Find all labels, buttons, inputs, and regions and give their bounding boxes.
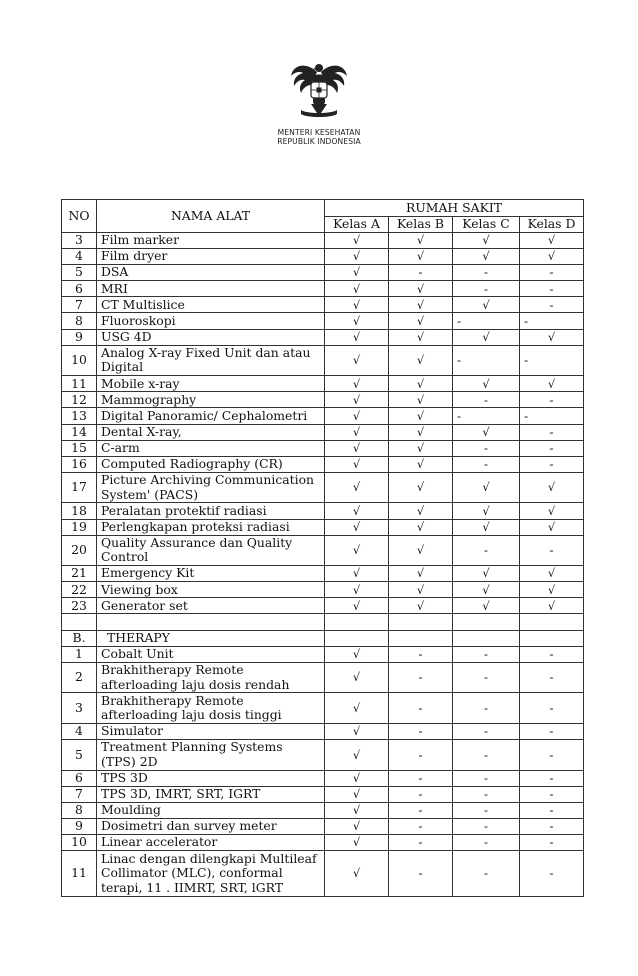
mark-kelas-c: - <box>453 818 520 834</box>
mark-kelas-c: - <box>453 646 520 662</box>
table-row <box>62 345 584 376</box>
mark-kelas-b: √ <box>389 535 453 566</box>
equipment-name: Brakhitherapy Remote afterloading laju dosis tinggi <box>97 693 325 724</box>
mark-kelas-b: √ <box>389 456 453 472</box>
mark-kelas-b: √ <box>389 233 453 249</box>
mark-kelas-b: √ <box>389 297 453 313</box>
mark-kelas-c <box>453 630 520 646</box>
row-number <box>62 614 97 630</box>
table-row <box>62 472 584 503</box>
mark-kelas-b: √ <box>389 472 453 503</box>
mark-kelas-c: - <box>453 265 520 281</box>
mark-kelas-c: - <box>453 693 520 724</box>
table-body <box>62 233 584 897</box>
row-number: 20 <box>62 535 97 566</box>
garuda-emblem-icon <box>287 58 351 122</box>
table-row <box>62 519 584 535</box>
table-row <box>62 851 584 897</box>
mark-kelas-a: √ <box>325 376 389 392</box>
mark-kelas-c: - <box>453 440 520 456</box>
row-number: 10 <box>62 345 97 376</box>
mark-kelas-b: - <box>389 802 453 818</box>
mark-kelas-d: √ <box>520 329 584 345</box>
mark-kelas-c: √ <box>453 329 520 345</box>
row-number: 16 <box>62 456 97 472</box>
mark-kelas-a: √ <box>325 345 389 376</box>
equipment-name: Linac dengan dilengkapi Multileaf Collimator (MLC), conformal terapi, 11 . IIMRT, SRT, lGRT <box>97 851 325 897</box>
mark-kelas-d: - <box>520 408 584 424</box>
equipment-name: Picture Archiving Communication System' (PACS) <box>97 472 325 503</box>
equipment-name: CT Multislice <box>97 297 325 313</box>
equipment-name: Digital Panoramic/ Cephalometri <box>97 408 325 424</box>
table-row <box>62 693 584 724</box>
header-no: NO <box>62 200 97 233</box>
table-row <box>62 770 584 786</box>
mark-kelas-c: √ <box>453 598 520 614</box>
header-rumah-sakit: RUMAH SAKIT <box>325 200 584 217</box>
mark-kelas-b: √ <box>389 329 453 345</box>
row-number: 21 <box>62 566 97 582</box>
mark-kelas-d: - <box>520 835 584 851</box>
row-number: 10 <box>62 835 97 851</box>
row-number: 12 <box>62 392 97 408</box>
mark-kelas-d: - <box>520 424 584 440</box>
row-number: 11 <box>62 851 97 897</box>
mark-kelas-a: √ <box>325 566 389 582</box>
mark-kelas-c: - <box>453 835 520 851</box>
table-row <box>62 329 584 345</box>
mark-kelas-d: - <box>520 265 584 281</box>
mark-kelas-b: √ <box>389 566 453 582</box>
equipment-name: TPS 3D <box>97 770 325 786</box>
mark-kelas-a <box>325 630 389 646</box>
mark-kelas-d: - <box>520 535 584 566</box>
mark-kelas-b: √ <box>389 440 453 456</box>
row-number: 4 <box>62 249 97 265</box>
table-row <box>62 566 584 582</box>
mark-kelas-c: - <box>453 786 520 802</box>
mark-kelas-b: - <box>389 723 453 739</box>
row-number: 5 <box>62 740 97 771</box>
mark-kelas-a: √ <box>325 740 389 771</box>
table-row <box>62 535 584 566</box>
mark-kelas-d: √ <box>520 503 584 519</box>
mark-kelas-a: √ <box>325 233 389 249</box>
mark-kelas-a: √ <box>325 535 389 566</box>
mark-kelas-c: - <box>453 802 520 818</box>
table-row <box>62 249 584 265</box>
row-number: 14 <box>62 424 97 440</box>
mark-kelas-c: - <box>453 740 520 771</box>
row-number: 3 <box>62 233 97 249</box>
equipment-table <box>61 199 584 897</box>
table-row <box>62 582 584 598</box>
table-row <box>62 313 584 329</box>
ministry-line-2: REPUBLIK INDONESIA <box>277 137 361 146</box>
mark-kelas-c: - <box>453 345 520 376</box>
mark-kelas-c: - <box>453 723 520 739</box>
table-row <box>62 835 584 851</box>
mark-kelas-d <box>520 614 584 630</box>
equipment-name: Perlengkapan proteksi radiasi <box>97 519 325 535</box>
header-nama-alat: NAMA ALAT <box>97 200 325 233</box>
equipment-name: Cobalt Unit <box>97 646 325 662</box>
mark-kelas-d: √ <box>520 519 584 535</box>
mark-kelas-d: - <box>520 297 584 313</box>
row-number: 15 <box>62 440 97 456</box>
table-row <box>62 662 584 693</box>
mark-kelas-b: √ <box>389 424 453 440</box>
mark-kelas-a: √ <box>325 598 389 614</box>
equipment-name: Brakhitherapy Remote afterloading laju dosis rendah <box>97 662 325 693</box>
mark-kelas-d: - <box>520 313 584 329</box>
mark-kelas-a: √ <box>325 835 389 851</box>
table-row <box>62 598 584 614</box>
row-number: 7 <box>62 786 97 802</box>
mark-kelas-d: - <box>520 693 584 724</box>
equipment-name: Simulator <box>97 723 325 739</box>
mark-kelas-d: - <box>520 456 584 472</box>
mark-kelas-d: - <box>520 392 584 408</box>
row-number: 17 <box>62 472 97 503</box>
section-row <box>62 630 584 646</box>
equipment-name: Dosimetri dan survey meter <box>97 818 325 834</box>
row-number: 9 <box>62 329 97 345</box>
mark-kelas-d: √ <box>520 233 584 249</box>
row-number: B. <box>62 630 97 646</box>
equipment-name: Linear accelerator <box>97 835 325 851</box>
equipment-name: Dental X-ray, <box>97 424 325 440</box>
mark-kelas-a: √ <box>325 281 389 297</box>
mark-kelas-d: √ <box>520 249 584 265</box>
mark-kelas-b: √ <box>389 582 453 598</box>
table-row <box>62 281 584 297</box>
header-kelas-b: Kelas B <box>389 216 453 233</box>
table-row <box>62 614 584 630</box>
mark-kelas-c: √ <box>453 472 520 503</box>
mark-kelas-c: √ <box>453 376 520 392</box>
header-kelas-a: Kelas A <box>325 216 389 233</box>
mark-kelas-c: - <box>453 281 520 297</box>
mark-kelas-d: - <box>520 851 584 897</box>
mark-kelas-a: √ <box>325 249 389 265</box>
table-row <box>62 408 584 424</box>
equipment-name: Mobile x-ray <box>97 376 325 392</box>
row-number: 13 <box>62 408 97 424</box>
mark-kelas-d: - <box>520 740 584 771</box>
mark-kelas-a: √ <box>325 424 389 440</box>
row-number: 8 <box>62 802 97 818</box>
table-row <box>62 265 584 281</box>
row-number: 18 <box>62 503 97 519</box>
mark-kelas-b: √ <box>389 392 453 408</box>
table-row <box>62 392 584 408</box>
mark-kelas-d <box>520 630 584 646</box>
row-number: 1 <box>62 646 97 662</box>
mark-kelas-c <box>453 614 520 630</box>
ministry-name <box>0 128 638 146</box>
mark-kelas-b: - <box>389 646 453 662</box>
mark-kelas-a: √ <box>325 329 389 345</box>
mark-kelas-c: √ <box>453 297 520 313</box>
mark-kelas-a: √ <box>325 662 389 693</box>
mark-kelas-c: √ <box>453 503 520 519</box>
mark-kelas-a: √ <box>325 646 389 662</box>
mark-kelas-c: √ <box>453 519 520 535</box>
row-number: 3 <box>62 693 97 724</box>
mark-kelas-d: √ <box>520 598 584 614</box>
mark-kelas-c: - <box>453 392 520 408</box>
mark-kelas-c: - <box>453 662 520 693</box>
mark-kelas-b: - <box>389 835 453 851</box>
mark-kelas-c: - <box>453 313 520 329</box>
mark-kelas-c: √ <box>453 424 520 440</box>
mark-kelas-a: √ <box>325 297 389 313</box>
equipment-name: THERAPY <box>97 630 325 646</box>
mark-kelas-a: √ <box>325 440 389 456</box>
table-row <box>62 646 584 662</box>
equipment-name <box>97 614 325 630</box>
mark-kelas-b: √ <box>389 519 453 535</box>
equipment-name: Fluoroskopi <box>97 313 325 329</box>
mark-kelas-a: √ <box>325 770 389 786</box>
mark-kelas-d: - <box>520 770 584 786</box>
equipment-name: Emergency Kit <box>97 566 325 582</box>
mark-kelas-c: √ <box>453 566 520 582</box>
mark-kelas-d: √ <box>520 566 584 582</box>
mark-kelas-b: - <box>389 770 453 786</box>
mark-kelas-d: √ <box>520 376 584 392</box>
header-kelas-d: Kelas D <box>520 216 584 233</box>
row-number: 22 <box>62 582 97 598</box>
table-row <box>62 723 584 739</box>
mark-kelas-a: √ <box>325 582 389 598</box>
row-number: 6 <box>62 281 97 297</box>
mark-kelas-a: √ <box>325 408 389 424</box>
table-row <box>62 376 584 392</box>
mark-kelas-d: - <box>520 723 584 739</box>
row-number: 6 <box>62 770 97 786</box>
mark-kelas-b: √ <box>389 249 453 265</box>
mark-kelas-a: √ <box>325 265 389 281</box>
table-row <box>62 740 584 771</box>
mark-kelas-b: √ <box>389 503 453 519</box>
row-number: 8 <box>62 313 97 329</box>
table-row <box>62 802 584 818</box>
mark-kelas-b: √ <box>389 281 453 297</box>
equipment-name: C-arm <box>97 440 325 456</box>
mark-kelas-d: - <box>520 818 584 834</box>
table-row <box>62 297 584 313</box>
mark-kelas-c: - <box>453 535 520 566</box>
header-kelas-c: Kelas C <box>453 216 520 233</box>
mark-kelas-c: √ <box>453 233 520 249</box>
row-number: 7 <box>62 297 97 313</box>
mark-kelas-d: - <box>520 802 584 818</box>
equipment-name: TPS 3D, IMRT, SRT, IGRT <box>97 786 325 802</box>
mark-kelas-d: - <box>520 345 584 376</box>
equipment-name: DSA <box>97 265 325 281</box>
mark-kelas-b: √ <box>389 345 453 376</box>
mark-kelas-b <box>389 630 453 646</box>
mark-kelas-b: - <box>389 740 453 771</box>
mark-kelas-d: - <box>520 662 584 693</box>
mark-kelas-b: - <box>389 851 453 897</box>
mark-kelas-b: √ <box>389 376 453 392</box>
mark-kelas-c: - <box>453 770 520 786</box>
mark-kelas-d: - <box>520 440 584 456</box>
mark-kelas-b: √ <box>389 598 453 614</box>
row-number: 5 <box>62 265 97 281</box>
mark-kelas-d: - <box>520 281 584 297</box>
mark-kelas-a: √ <box>325 693 389 724</box>
mark-kelas-a: √ <box>325 519 389 535</box>
mark-kelas-c: - <box>453 456 520 472</box>
ministry-line-1: MENTERI KESEHATAN <box>277 128 361 137</box>
equipment-name: Viewing box <box>97 582 325 598</box>
equipment-name: Generator set <box>97 598 325 614</box>
table-row <box>62 233 584 249</box>
mark-kelas-c: - <box>453 851 520 897</box>
equipment-name: Moulding <box>97 802 325 818</box>
mark-kelas-a: √ <box>325 456 389 472</box>
table-row <box>62 503 584 519</box>
mark-kelas-b: - <box>389 786 453 802</box>
table-row <box>62 786 584 802</box>
equipment-name: Analog X-ray Fixed Unit dan atau Digital <box>97 345 325 376</box>
mark-kelas-a: √ <box>325 818 389 834</box>
row-number: 2 <box>62 662 97 693</box>
mark-kelas-a: √ <box>325 313 389 329</box>
equipment-name: Treatment Planning Systems (TPS) 2D <box>97 740 325 771</box>
mark-kelas-a: √ <box>325 802 389 818</box>
mark-kelas-b: √ <box>389 313 453 329</box>
mark-kelas-b: - <box>389 818 453 834</box>
mark-kelas-b: - <box>389 265 453 281</box>
row-number: 11 <box>62 376 97 392</box>
table-row <box>62 456 584 472</box>
mark-kelas-d: - <box>520 786 584 802</box>
mark-kelas-b: √ <box>389 408 453 424</box>
table-row <box>62 424 584 440</box>
row-number: 9 <box>62 818 97 834</box>
mark-kelas-c: √ <box>453 582 520 598</box>
mark-kelas-a: √ <box>325 786 389 802</box>
mark-kelas-b: - <box>389 693 453 724</box>
equipment-name: Mammography <box>97 392 325 408</box>
row-number: 4 <box>62 723 97 739</box>
mark-kelas-a: √ <box>325 472 389 503</box>
mark-kelas-a: √ <box>325 851 389 897</box>
equipment-name: MRI <box>97 281 325 297</box>
equipment-name: USG 4D <box>97 329 325 345</box>
row-number: 23 <box>62 598 97 614</box>
mark-kelas-d: √ <box>520 582 584 598</box>
equipment-name: Film dryer <box>97 249 325 265</box>
row-number: 19 <box>62 519 97 535</box>
mark-kelas-c: - <box>453 408 520 424</box>
equipment-name: Computed Radiography (CR) <box>97 456 325 472</box>
equipment-name: Peralatan protektif radiasi <box>97 503 325 519</box>
equipment-name: Film marker <box>97 233 325 249</box>
mark-kelas-c: √ <box>453 249 520 265</box>
mark-kelas-a: √ <box>325 392 389 408</box>
table-row <box>62 818 584 834</box>
equipment-name: Quality Assurance dan Quality Control <box>97 535 325 566</box>
mark-kelas-d: - <box>520 646 584 662</box>
mark-kelas-a <box>325 614 389 630</box>
mark-kelas-d: √ <box>520 472 584 503</box>
table-row <box>62 440 584 456</box>
mark-kelas-b <box>389 614 453 630</box>
mark-kelas-a: √ <box>325 723 389 739</box>
mark-kelas-b: - <box>389 662 453 693</box>
letterhead <box>0 58 638 146</box>
mark-kelas-a: √ <box>325 503 389 519</box>
